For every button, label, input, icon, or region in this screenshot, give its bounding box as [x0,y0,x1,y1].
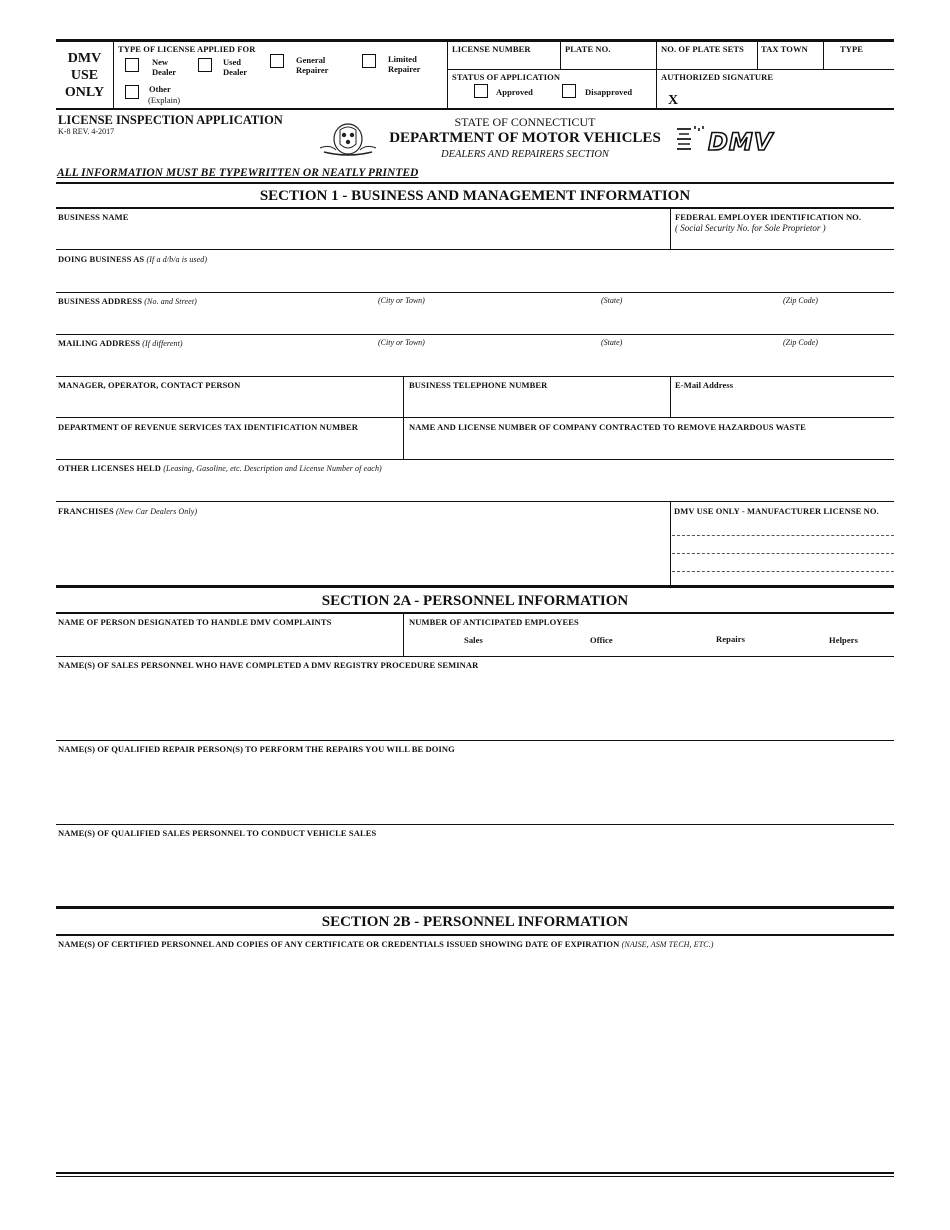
business-phone-label: BUSINESS TELEPHONE NUMBER [409,380,548,390]
row-rule [56,249,894,250]
repair-persons-label: NAME(S) OF QUALIFIED REPAIR PERSON(S) TO PERFORM THE REPAIRS YOU WILL BE DOING [58,744,455,754]
row-rule [56,656,894,657]
header-bottom-rule [56,108,894,110]
header-divider [656,42,657,108]
other-license-label: Other (Explain) [148,84,181,105]
other-license-checkbox[interactable] [125,85,139,99]
certified-personnel-field[interactable] [58,952,890,1168]
tax-town-label: TAX TOWN [761,44,808,54]
num-employees-label: NUMBER OF ANTICIPATED EMPLOYEES [409,617,579,627]
row-rule [56,292,894,293]
business-address-label: BUSINESS ADDRESS (No. and Street) [58,296,197,306]
state-name: STATE OF CONNECTICUT [454,115,596,129]
dmv-use-only-label: DMV USE ONLY [64,51,105,100]
header-mid-rule [447,69,894,70]
form-revision: K-8 REV. 4-2017 [58,127,115,136]
drs-tax-id-label: DEPARTMENT OF REVENUE SERVICES TAX IDENTIFICATION NUMBER [58,422,359,432]
mailing-city-label: (City or Town) [378,338,425,347]
drs-tax-id-field[interactable] [58,434,398,457]
certified-note: (NAISE, ASM TECH, ETC.) [621,940,714,949]
business-name-field[interactable] [58,223,666,247]
certified-personnel-label: NAME(S) OF CERTIFIED PERSONNEL AND COPIES OF ANY CERTIFICATE OR CREDENTIALS ISSUED SHOWING DATE OF EXPIRATION (NAISE, ASM TECH, ETC.) [58,939,714,949]
limited-repairer-checkbox[interactable] [362,54,376,68]
manufacturer-line[interactable] [672,571,894,572]
header-divider [447,42,448,108]
type-label: TYPE [840,44,864,54]
mailing-address-label: MAILING ADDRESS (If different) [58,338,183,348]
general-repairer-checkbox[interactable] [270,54,284,68]
instruction-text: ALL INFORMATION MUST BE TYPEWRITTEN OR NEATLY PRINTED [57,167,419,179]
header-divider [113,42,114,108]
hazardous-waste-field[interactable] [409,434,890,457]
seminar-personnel-field[interactable] [58,672,890,738]
email-label: E-Mail Address [675,380,734,390]
mailing-address-field[interactable] [58,350,890,374]
dba-label: DOING BUSINESS AS (If a d/b/a is used) [58,254,208,264]
used-dealer-label: Used Dealer [223,57,248,77]
department-name: DEPARTMENT OF MOTOR VEHICLES [389,130,661,146]
license-number-label: LICENSE NUMBER [452,44,531,54]
divider [403,614,404,657]
other-licenses-note: (Leasing, Gasoline, etc. Description and License Number of each) [163,464,382,473]
header-divider [757,42,758,69]
plate-no-label: PLATE NO. [565,44,611,54]
business-phone-field[interactable] [409,392,666,416]
authorized-signature-label: AUTHORIZED SIGNATURE [661,72,774,82]
fein-label: FEDERAL EMPLOYER IDENTIFICATION NO. [675,212,862,222]
row-rule [56,501,894,502]
street-note: (No. and Street) [144,297,197,306]
approved-checkbox[interactable] [474,84,488,98]
state-seal-icon [318,118,378,160]
section2b-title: SECTION 2B - PERSONNEL INFORMATION [321,914,629,930]
disapproved-checkbox[interactable] [562,84,576,98]
row-rule [56,417,894,418]
section2a-title: SECTION 2A - PERSONNEL INFORMATION [321,593,629,609]
disapproved-label: Disapproved [585,87,633,97]
header-divider [823,42,824,69]
business-address-field[interactable] [58,308,890,332]
sales-personnel-field[interactable] [58,840,890,904]
row-rule [56,459,894,460]
hazardous-waste-label: NAME AND LICENSE NUMBER OF COMPANY CONTRACTED TO REMOVE HAZARDOUS WASTE [409,422,806,432]
helpers-count-label: Helpers [829,635,859,645]
page-bottom-rule [56,1172,894,1174]
office-count-label: Office [590,635,613,645]
mailing-state-label: (State) [601,338,623,347]
repair-persons-field[interactable] [58,756,890,822]
complaints-person-label: NAME OF PERSON DESIGNATED TO HANDLE DMV COMPLAINTS [58,617,332,627]
fein-note: ( Social Security No. for Sole Proprietor ) [675,223,826,233]
business-name-label: BUSINESS NAME [58,212,129,222]
business-zip-label: (Zip Code) [783,296,818,305]
section2b-rule [56,934,894,936]
divider [670,376,671,417]
row-rule [56,334,894,335]
manager-label: MANAGER, OPERATOR, CONTACT PERSON [58,380,241,390]
manufacturer-line[interactable] [672,553,894,554]
dmv-logo [676,124,776,160]
sales-personnel-label: NAME(S) OF QUALIFIED SALES PERSONNEL TO CONDUCT VEHICLE SALES [58,828,377,838]
mailing-zip-label: (Zip Code) [783,338,818,347]
instruction-rule [56,182,894,184]
sales-count-label: Sales [464,635,483,645]
business-city-label: (City or Town) [378,296,425,305]
type-of-license-label: TYPE OF LICENSE APPLIED FOR [118,44,256,54]
signature-x: X [668,93,679,108]
fein-field[interactable] [675,234,890,248]
new-dealer-checkbox[interactable] [125,58,139,72]
section1-bottom-rule [56,585,894,588]
divider [670,209,671,249]
other-licenses-field[interactable] [58,475,890,499]
manufacturer-license-label: DMV USE ONLY - MANUFACTURER LICENSE NO. [674,506,879,516]
section-name: DEALERS AND REPAIRERS SECTION [441,149,609,160]
top-thick-rule [56,39,894,42]
repairs-count-label: Repairs [716,634,746,644]
signature-field[interactable] [684,84,890,104]
row-rule [56,376,894,377]
used-dealer-checkbox[interactable] [198,58,212,72]
dba-note: (If a d/b/a is used) [146,255,208,264]
general-repairer-label: General Repairer [296,55,329,75]
header-divider [560,42,561,69]
franchises-label: FRANCHISES (New Car Dealers Only) [58,506,198,516]
section2a-bottom-rule [56,906,894,909]
form-title: LICENSE INSPECTION APPLICATION [58,113,283,127]
business-state-label: (State) [601,296,623,305]
page-bottom-rule [56,1176,894,1177]
seminar-personnel-label: NAME(S) OF SALES PERSONNEL WHO HAVE COMPLETED A DMV REGISTRY PROCEDURE SEMINAR [58,660,479,670]
other-licenses-label: OTHER LICENSES HELD (Leasing, Gasoline, etc. Description and License Number of each) [58,463,382,473]
row-rule [56,824,894,825]
new-dealer-label: New Dealer [152,57,177,77]
plate-sets-label: NO. OF PLATE SETS [661,44,744,54]
dmv-logo-text: DMV [708,128,774,156]
row-rule [56,740,894,741]
section1-rule [56,207,894,209]
section2a-rule [56,612,894,614]
franchises-field[interactable] [58,518,664,584]
manager-field[interactable] [58,392,398,416]
email-field[interactable] [675,392,890,416]
divider [670,501,671,585]
dba-field[interactable] [58,266,890,290]
franchises-note: (New Car Dealers Only) [116,507,198,516]
approved-label: Approved [496,87,534,97]
complaints-person-field[interactable] [58,629,398,655]
mailing-note: (If different) [142,339,183,348]
limited-repairer-label: Limited Repairer [388,54,421,74]
section1-title: SECTION 1 - BUSINESS AND MANAGEMENT INFORMATION [259,188,691,204]
manufacturer-line[interactable] [672,535,894,536]
status-label: STATUS OF APPLICATION [452,72,561,82]
